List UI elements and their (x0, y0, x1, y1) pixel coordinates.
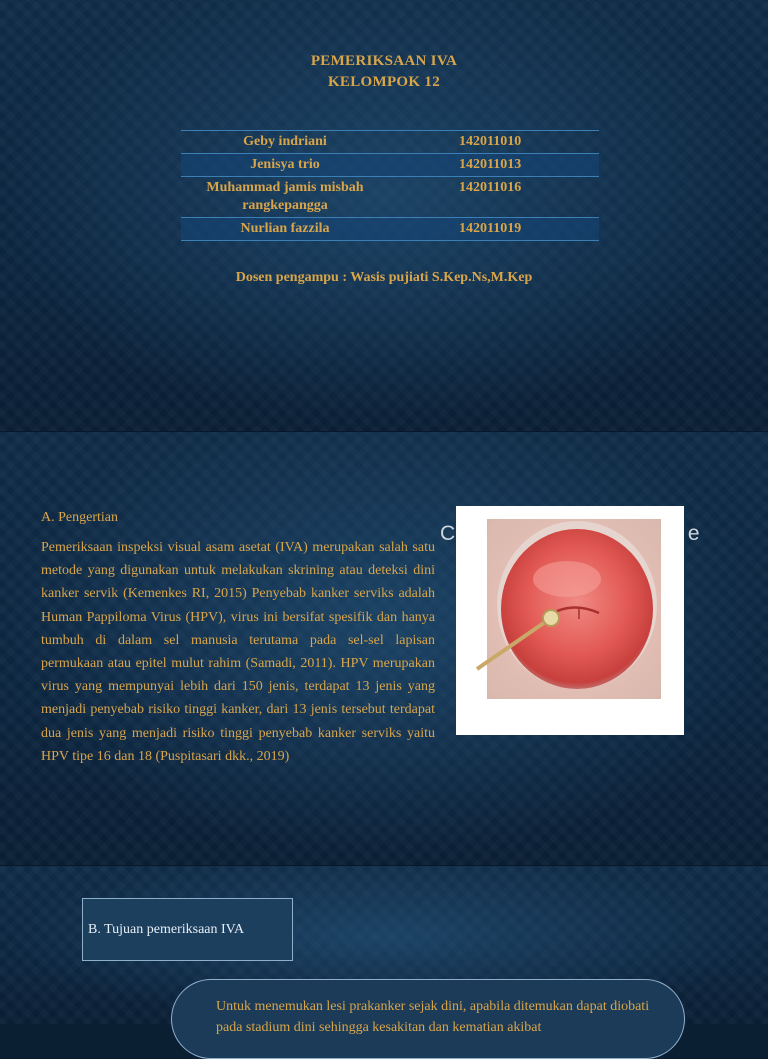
slide-title (0, 0, 768, 432)
ghost-letter-right: e (687, 522, 700, 545)
cervix-illustration (487, 519, 661, 699)
member-name: Nurlian fazzila (181, 218, 389, 241)
member-nim: 142011016 (389, 177, 599, 218)
definition-paragraph: Pemeriksaan inspeksi visual asam asetat (IVA) merupakan salah satu metode yang digunakan untuk melakukan skrining atau deteksi dini kanker servik (Kemenkes RI, 2015) Penyebab kanker serviks adalah Human Pappiloma Virus (HPV), virus ini bersifat spesifik dan hanya tumbuh di dalam sel manusia terutama pada sel-sel lapisan permukaan atau epitel mulut rahim (Samadi, 2011). HPV merupakan virus yang mempunyai lebih dari 150 jenis, terdapat 13 jenis yang menjadi penyebab risiko tinggi kanker, dari 13 jenis tersebut terdapat dua jenis yang menjadi risiko tinggi penyebab kanker serviks yaitu HPV tipe 16 dan 18 (Puspitasari dkk., 2019) (41, 540, 435, 764)
cervix-image (456, 506, 684, 735)
lecturer-line: Dosen pengampu : Wasis pujiati S.Kep.Ns,M.Kep (235, 270, 533, 285)
slide-title-line2: KELOMPOK 12 (327, 74, 441, 90)
member-nim: 142011010 (389, 131, 599, 154)
member-name: Geby indriani (181, 131, 389, 154)
purpose-text-box (171, 979, 685, 1059)
table-row (181, 218, 599, 241)
purpose-heading: B. Tujuan pemeriksaan IVA (88, 922, 245, 937)
table-row (181, 154, 599, 177)
ghost-letter-left: C (440, 522, 456, 545)
table-row (181, 131, 599, 154)
section-heading: A. Pengertian (41, 510, 118, 525)
purpose-paragraph: Untuk menemukan lesi prakanker sejak dini, apabila ditemukan dapat diobati pada stadium dini sehingga kesakitan dan kematian akibat (216, 999, 650, 1035)
slide-definition (0, 432, 768, 866)
slide-title-line1: PEMERIKSAAN IVA (310, 53, 458, 69)
cervix-photo (487, 519, 661, 699)
table-row (181, 177, 599, 218)
member-name: Jenisya trio (181, 154, 389, 177)
members-table (181, 130, 599, 241)
member-nim: 142011019 (389, 218, 599, 241)
member-nim: 142011013 (389, 154, 599, 177)
purpose-heading-box (82, 898, 293, 961)
member-name: Muhammad jamis misbah rangkepangga (181, 177, 389, 218)
slide-purpose (0, 866, 768, 1035)
